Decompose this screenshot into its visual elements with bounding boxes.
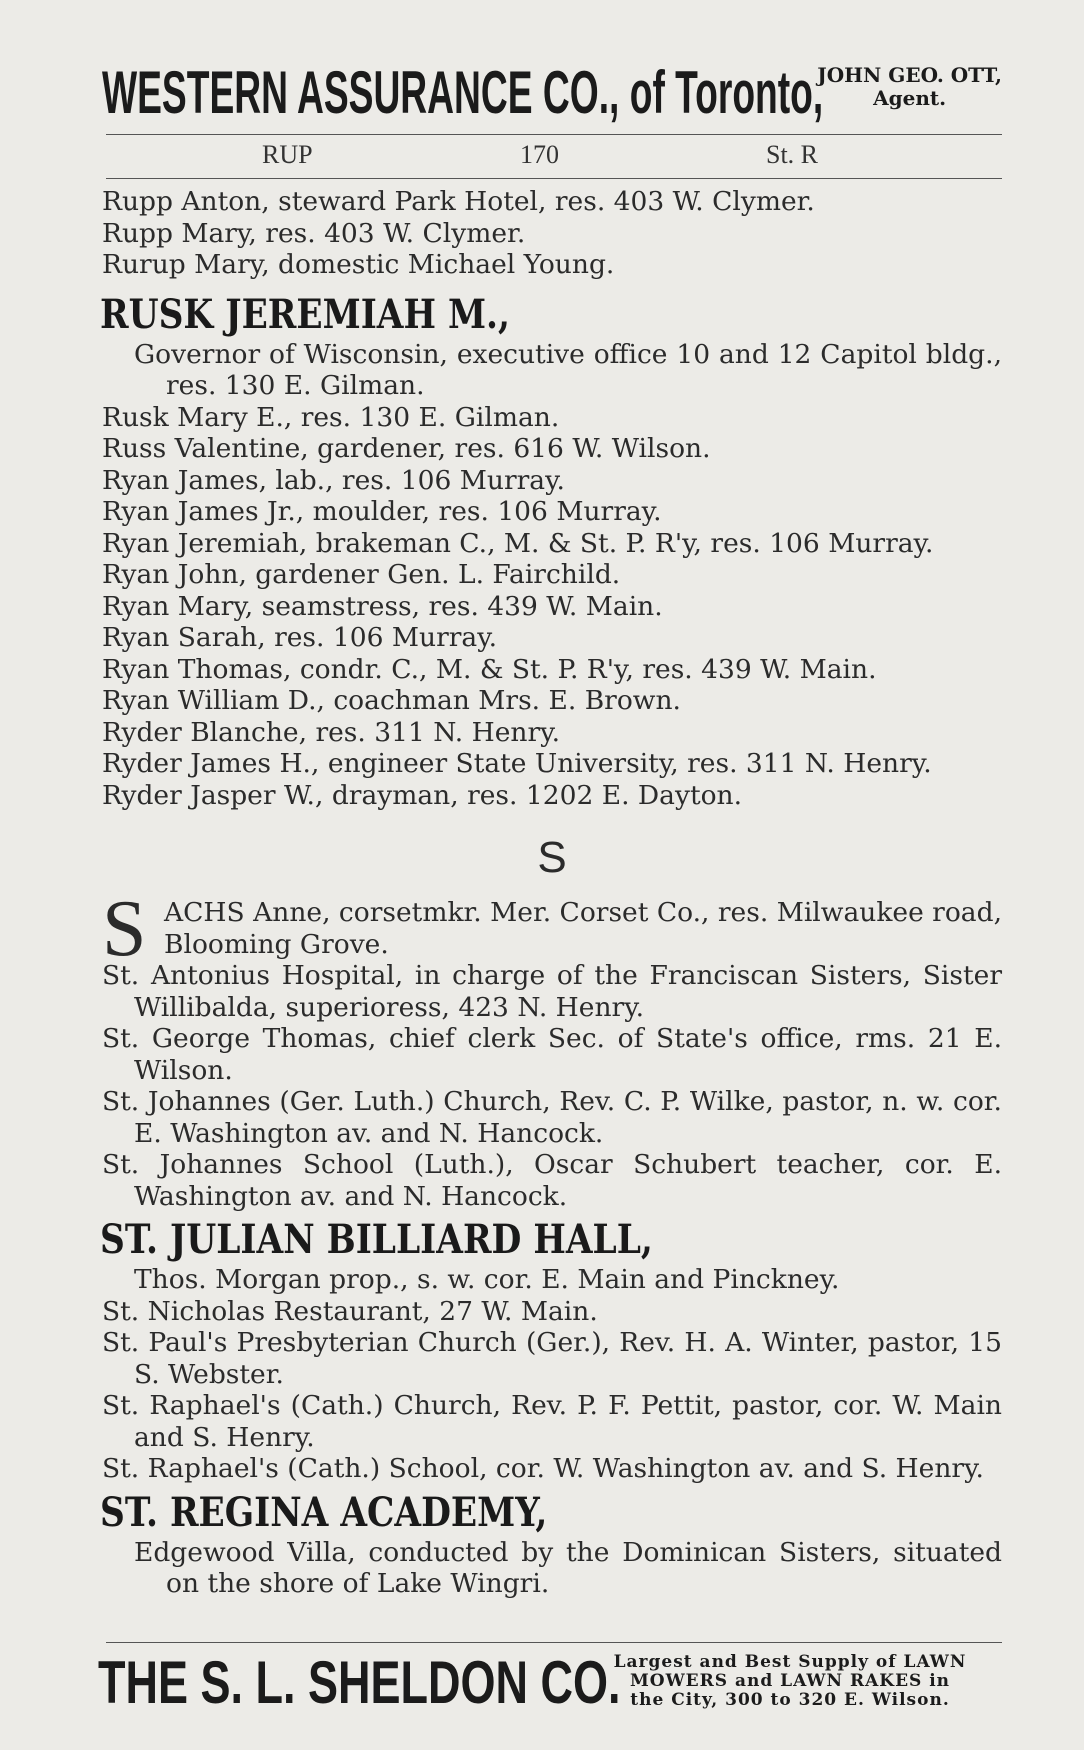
listing-entry: Ryan Sarah, res. 106 Murray. [102,622,498,653]
listing-entry: Rusk Mary E., res. 130 E. Gilman. [102,401,560,433]
top-ad-company-name: WESTERN ASSURANCE CO., of Toronto, [102,59,824,126]
header-rule-bottom [106,178,1002,179]
top-advertisement [102,59,1002,126]
display-entry-detail: Edgewood Villa, conducted by the Dominican Sisters, situated on the shore of Lake Wingri. [134,1536,1002,1599]
display-heading-rusk: RUSK JEREMIAH M., [100,290,510,338]
listing-entry: Ryan John, gardener Gen. L. Fairchild. [102,559,621,590]
display-entry-detail: Thos. Morgan prop., s. w. cor. E. Main and Pinckney. [134,1264,840,1295]
listing-entry: Ryan Mary, seamstress, res. 439 W. Main. [102,590,663,622]
listing-entry: St. Johannes (Ger. Luth.) Church, Rev. C. P. Wilke, pastor, n. w. cor. E. Washington av. and N. Hancock. [102,1086,1002,1149]
listing-entry: St. George Thomas, chief clerk Sec. of State's office, rms. 21 E. Wilson. [102,1023,1002,1086]
top-ad-agent [817,64,1002,110]
running-header-left: RUP [262,140,313,169]
listing-entry: Ryan James, lab., res. 106 Murray. [102,464,565,496]
page-number: 170 [520,140,559,169]
listing-entry: St. Raphael's (Cath.) School, cor. W. Washington av. and S. Henry. [102,1453,984,1484]
display-entry-detail: Governor of Wisconsin, executive office 10 and 12 Capitol bldg., res. 130 E. Gilman. [134,338,1002,401]
listing-entry: St. Paul's Presbyterian Church (Ger.), Rev. H. A. Winter, pastor, 15 S. Webster. [102,1327,1002,1390]
bottom-ad-line: MOWERS and LAWN RAKES in [629,1671,951,1691]
header-rule-top [106,134,1002,135]
listing-entry: Ryder Blanche, res. 311 N. Henry. [102,716,560,748]
listing-entry: St. Nicholas Restaurant, 27 W. Main. [102,1295,598,1327]
listing-entry: Ryan Thomas, condr. C., M. & St. P. R'y, res. 439 W. Main. [102,653,877,685]
top-ad-agent-name: JOHN GEO. OTT, [817,63,1002,87]
sachs-entry [102,885,1002,973]
listing-entry: Ryan James Jr., moulder, res. 106 Murray. [102,496,662,527]
listing-entry: Ryder James H., engineer State University, res. 311 N. Henry. [102,748,932,779]
bottom-ad-copy [578,1653,1002,1710]
listing-entry: Russ Valentine, gardener, res. 616 W. Wilson. [102,433,711,464]
listing-entry: Rupp Mary, res. 403 W. Clymer. [102,217,526,249]
bottom-ad-company-name: THE S. L. SHELDON CO. [98,1649,621,1716]
display-heading-regina: ST. REGINA ACADEMY, [100,1488,548,1536]
listing-entry: St. Raphael's (Cath.) Church, Rev. P. F. Pettit, pastor, cor. W. Main and S. Henry. [102,1390,1002,1453]
listing-entry: St. Johannes School (Luth.), Oscar Schubert teacher, cor. E. Washington av. and N. Hancock. [102,1149,1002,1212]
listing-entry: Ryan Jeremiah, brakeman C., M. & St. P. R'y, res. 106 Murray. [102,527,934,559]
top-ad-agent-title: Agent. [873,86,947,110]
directory-listing [102,186,1002,1600]
bottom-ad-line: the City, 300 to 320 E. Wilson. [630,1690,950,1710]
bottom-advertisement [98,1649,1002,1716]
listing-entry: Ryder Jasper W., drayman, res. 1202 E. Dayton. [102,779,743,811]
section-letter: S [537,833,567,882]
listing-entry: St. Antonius Hospital, in charge of the Franciscan Sisters, Sister Willibalda, superioress, 423 N. Henry. [102,960,1002,1023]
bottom-ad-line: Largest and Best Supply of LAWN [613,1652,967,1672]
drop-cap: S [102,885,147,973]
listing-entry: Rupp Anton, steward Park Hotel, res. 403 W. Clymer. [102,186,815,217]
listing-entry: Rurup Mary, domestic Michael Young. [102,249,615,280]
footer-rule [106,1642,1002,1643]
display-heading-julian: ST. JULIAN BILLIARD HALL, [100,1216,653,1263]
listing-entry: ACHS Anne, corsetmkr. Mer. Corset Co., res. Milwaukee road, Blooming Grove. [164,897,1002,960]
running-header-right: St. R [766,140,819,169]
listing-entry: Ryan William D., coachman Mrs. E. Brown. [102,685,681,716]
